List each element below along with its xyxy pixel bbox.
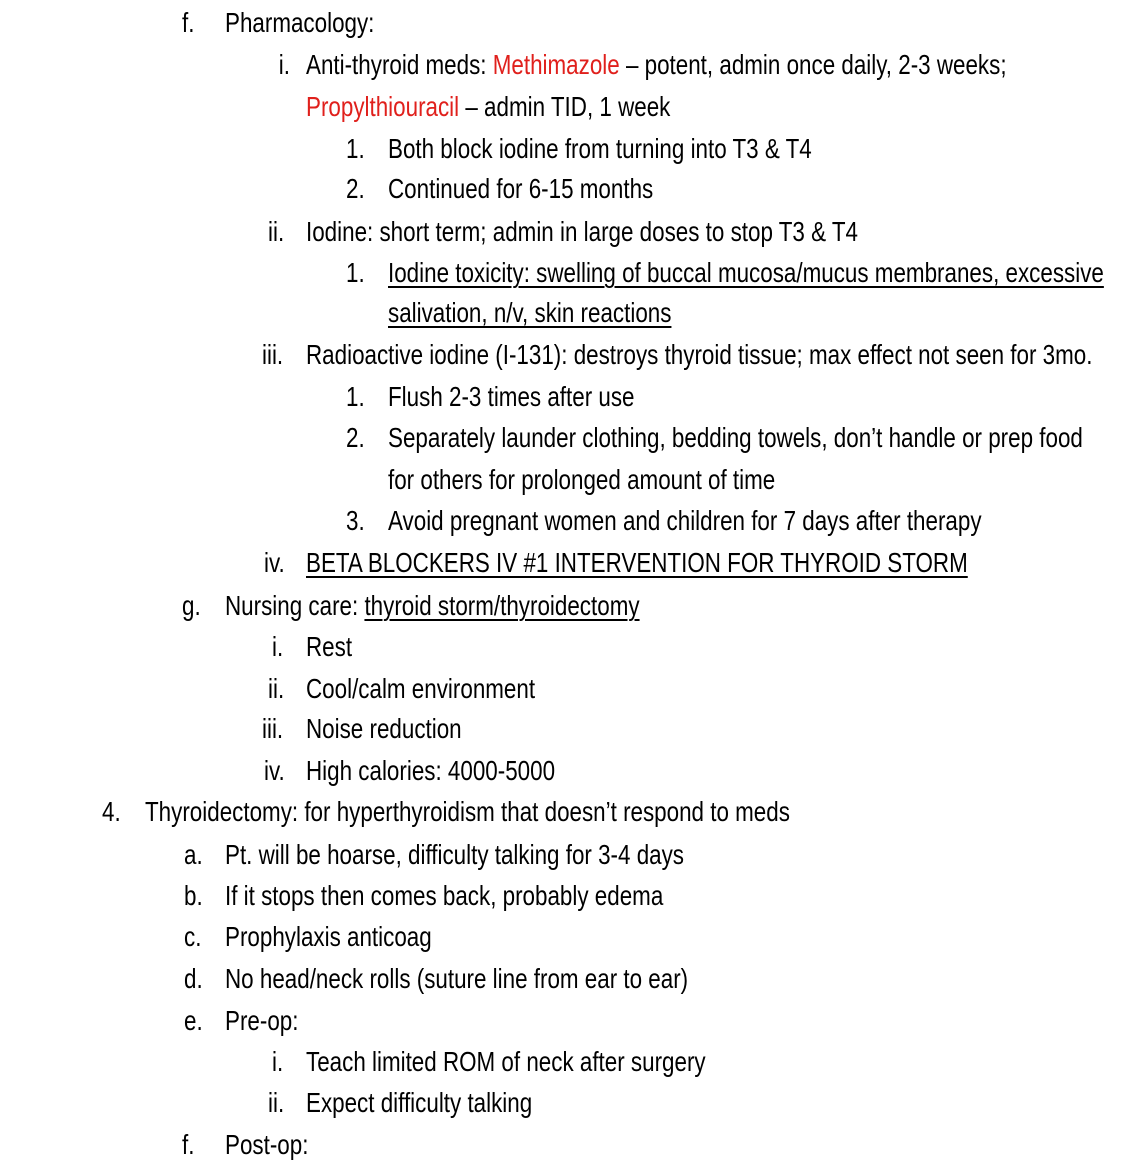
item-f-iii-2-line1: Separately launder clothing, bedding towels, don’t handle or prep food — [388, 422, 1083, 453]
item-f-i-marker: i. — [278, 49, 290, 80]
item-g-ii-text: Cool/calm environment — [306, 673, 536, 704]
item-f-title: Pharmacology: — [225, 7, 375, 38]
preop-ii-text: Expect difficulty talking — [306, 1087, 533, 1118]
item-g-marker: g. — [182, 590, 201, 621]
preop-i-text: Teach limited ROM of neck after surgery — [306, 1046, 706, 1077]
item-g-i-text: Rest — [306, 631, 353, 662]
item-4a-marker: a. — [184, 839, 203, 870]
section-4-marker: 4. — [102, 796, 121, 827]
item-g-ii-marker: ii. — [268, 673, 285, 704]
item-f-iii-2-line2: for others for prolonged amount of time — [388, 464, 776, 495]
item-g-iii-marker: iii. — [262, 713, 284, 744]
item-4f-text: Post-op: — [225, 1129, 309, 1160]
methimazole-highlight: Methimazole — [492, 49, 620, 80]
item-f-iii-text: Radioactive iodine (I-131): destroys thyroid tissue; max effect not seen for 3mo. — [306, 339, 1093, 370]
thyroid-storm-underlined: thyroid storm/thyroidectomy — [364, 590, 640, 621]
item-f-i-2-text: Continued for 6-15 months — [388, 173, 654, 204]
item-f-i-1-text: Both block iodine from turning into T3 & T4 — [388, 133, 812, 164]
item-4c-text: Prophylaxis anticoag — [225, 921, 432, 952]
propylthiouracil-highlight: Propylthiouracil — [306, 91, 460, 122]
preop-ii-marker: ii. — [268, 1087, 285, 1118]
item-f-ii-1-marker: 1. — [346, 257, 365, 288]
item-g-i-marker: i. — [272, 631, 284, 662]
item-4d-text: No head/neck rolls (suture line from ear to ear) — [225, 963, 689, 994]
antithyroid-meds: Anti-thyroid meds: Methimazole – potent, admin once daily, 2-3 weeks; — [306, 49, 1007, 80]
item-g-text: Nursing care: thyroid storm/thyroidectomy — [225, 590, 640, 621]
item-f-marker: f. — [182, 7, 195, 38]
preop-i-marker: i. — [272, 1046, 284, 1077]
item-f-iii-1-text: Flush 2-3 times after use — [388, 381, 635, 412]
beta-blockers-text: BETA BLOCKERS IV #1 INTERVENTION FOR THYROID STORM — [306, 547, 968, 578]
item-4b-marker: b. — [184, 880, 203, 911]
item-4b-text: If it stops then comes back, probably edema — [225, 880, 664, 911]
iodine-toxicity-line1: Iodine toxicity: swelling of buccal mucosa/mucus membranes, excessive — [388, 257, 1104, 288]
item-4e-marker: e. — [184, 1005, 203, 1036]
item-4e-text: Pre-op: — [225, 1005, 299, 1036]
item-g-iv-text: High calories: 4000-5000 — [306, 755, 556, 786]
item-f-iii-marker: iii. — [262, 339, 284, 370]
item-4a-text: Pt. will be hoarse, difficulty talking for 3-4 days — [225, 839, 685, 870]
propylthiouracil-line: Propylthiouracil – admin TID, 1 week — [306, 91, 671, 122]
item-f-iii-1-marker: 1. — [346, 381, 365, 412]
item-f-i-2-marker: 2. — [346, 173, 365, 204]
item-g-iii-text: Noise reduction — [306, 713, 462, 744]
iodine-toxicity-line2: salivation, n/v, skin reactions — [388, 297, 672, 328]
item-4f-marker: f. — [182, 1129, 195, 1160]
item-f-ii-marker: ii. — [268, 216, 285, 247]
item-f-iii-2-marker: 2. — [346, 422, 365, 453]
item-f-i-1-marker: 1. — [346, 133, 365, 164]
item-f-iii-3-text: Avoid pregnant women and children for 7 days after therapy — [388, 505, 982, 536]
section-4-text: Thyroidectomy: for hyperthyroidism that doesn’t respond to meds — [145, 796, 790, 827]
item-f-iii-3-marker: 3. — [346, 505, 365, 536]
item-4c-marker: c. — [184, 921, 202, 952]
item-f-iv-marker: iv. — [264, 547, 285, 578]
item-f-ii-text: Iodine: short term; admin in large doses to stop T3 & T4 — [306, 216, 858, 247]
item-g-iv-marker: iv. — [264, 755, 285, 786]
item-4d-marker: d. — [184, 963, 203, 994]
